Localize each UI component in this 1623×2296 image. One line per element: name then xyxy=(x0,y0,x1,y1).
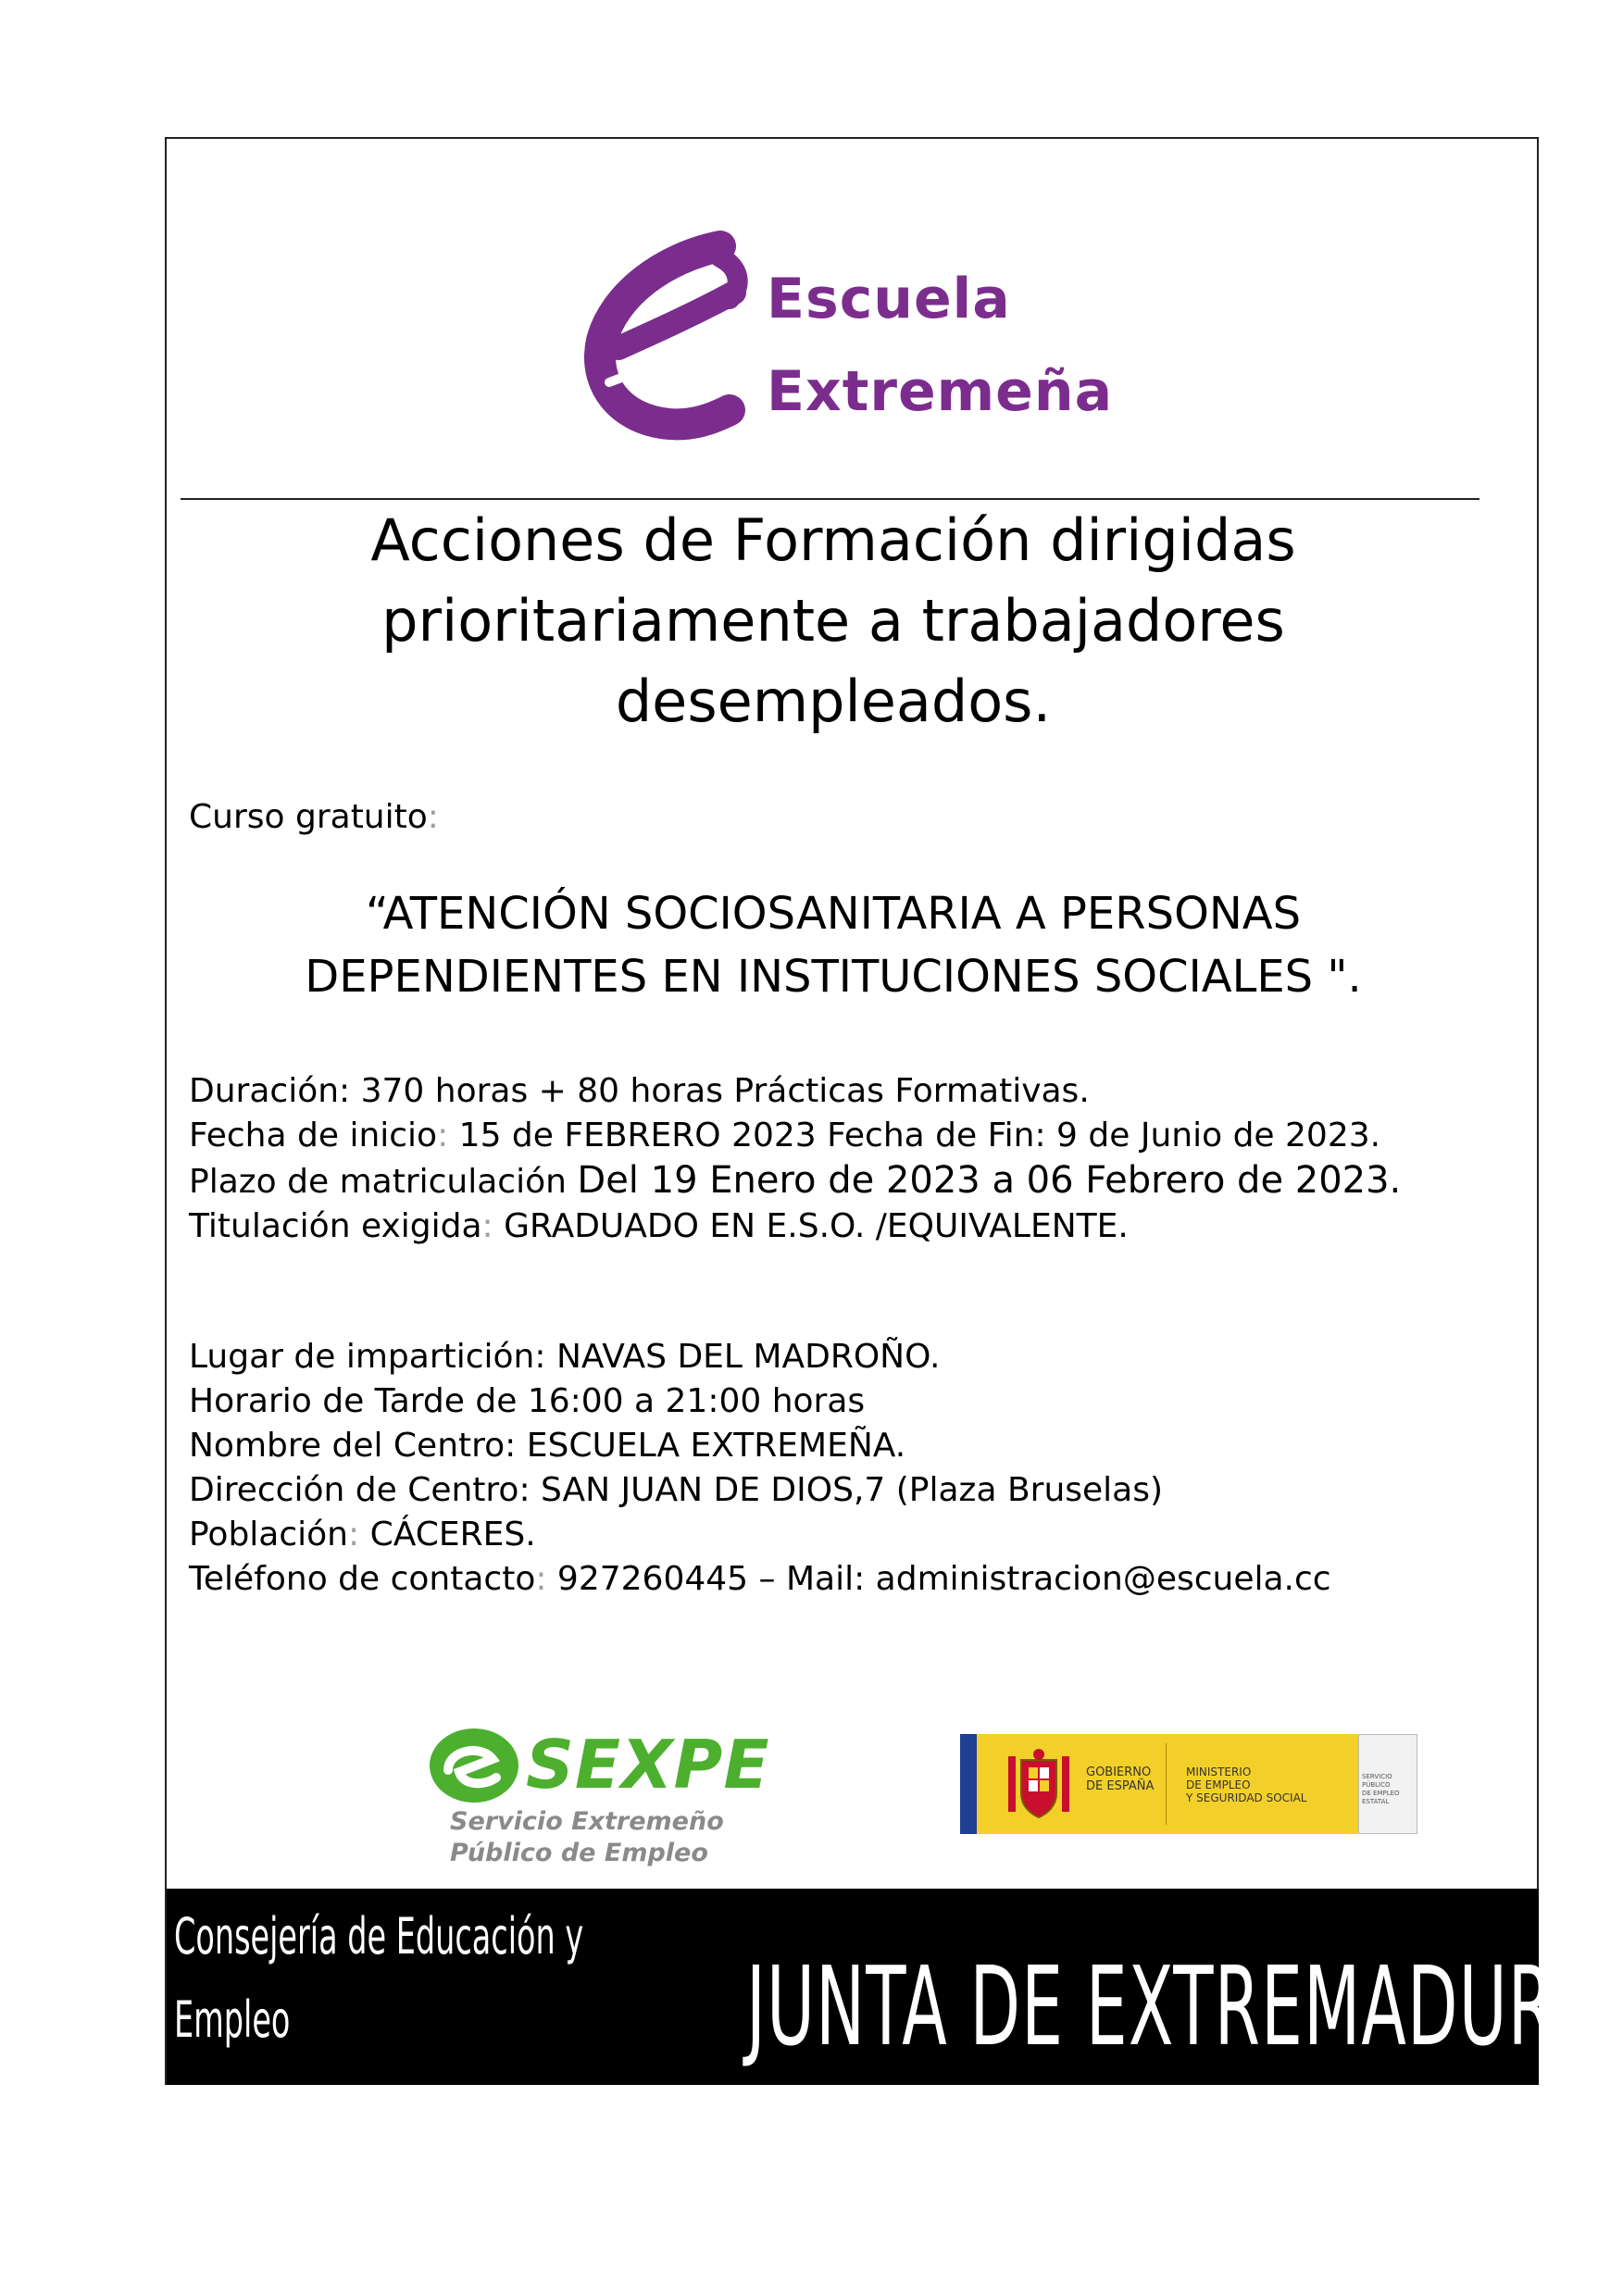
logo-text-escuela: Escuela xyxy=(767,267,1011,331)
gobierno-espana-logo xyxy=(960,1734,1417,1834)
servicio-text: SERVICIO PÚBLICO DE EMPLEO ESTATAL xyxy=(1362,1773,1400,1805)
town-text: Población: CÁCERES. xyxy=(189,1516,536,1554)
course-details xyxy=(189,1069,1401,1249)
eu-flag-strip xyxy=(960,1734,977,1834)
escuela-extremena-logo xyxy=(581,230,1114,443)
course-title xyxy=(185,882,1481,1008)
ministerio-text: MINISTERIO DE EMPLEO Y SEGURIDAD SOCIAL xyxy=(1186,1766,1307,1804)
duration-text: Duración: 370 horas + 80 horas Prácticas Formativas. xyxy=(189,1072,1090,1110)
junta-extremadura-text: JUNTA DE EXTREMADURA xyxy=(746,1942,1598,2070)
logo-text-extremena: Extremeña xyxy=(767,359,1114,424)
gov-divider xyxy=(1166,1743,1167,1825)
sexpe-name: SEXPE xyxy=(526,1726,770,1803)
location-details xyxy=(189,1335,1331,1602)
contact-text: Teléfono de contacto: 927260445 – Mail: administracion@escuela.cc xyxy=(189,1560,1331,1598)
requirement-text: Titulación exigida: GRADUADO EN E.S.O. /EQUIVALENTE. xyxy=(189,1207,1129,1245)
gobierno-text: GOBIERNO DE ESPAÑA xyxy=(1086,1766,1155,1793)
title-line: desempleados. xyxy=(615,668,1052,735)
escuela-e-icon xyxy=(581,230,767,443)
consejeria-text: Consejería de Educación y xyxy=(174,1907,584,1965)
address-text: Dirección de Centro: SAN JUAN DE DIOS,7 (Plaza Bruselas) xyxy=(189,1471,1164,1509)
center-text: Nombre del Centro: ESCUELA EXTREMEÑA. xyxy=(189,1427,906,1465)
sexpe-subtitle: Servicio Extremeño xyxy=(450,1807,724,1836)
page-title xyxy=(185,500,1481,742)
sexpe-e-icon xyxy=(426,1724,522,1807)
sexpe-logo xyxy=(426,1724,770,1890)
course-title-line: DEPENDIENTES EN INSTITUCIONES SOCIALES ". xyxy=(305,951,1362,1003)
title-line: prioritariamente a trabajadores xyxy=(381,587,1285,655)
schedule-text: Horario de Tarde de 16:00 a 21:00 horas xyxy=(189,1382,866,1420)
dates-text: Fecha de inicio: 15 de FEBRERO 2023 Fecha de Fin: 9 de Junio de 2023. xyxy=(189,1117,1381,1154)
enrollment-text: Plazo de matriculación Del 19 Enero de 2023 a 06 Febrero de 2023. xyxy=(189,1159,1402,1202)
coat-of-arms-icon xyxy=(1005,1747,1073,1821)
sexpe-subtitle: Público de Empleo xyxy=(450,1839,708,1867)
course-title-line: “ATENCIÓN SOCIOSANITARIA A PERSONAS xyxy=(365,888,1302,940)
consejeria-text: Empleo xyxy=(174,1990,291,2049)
place-text: Lugar de impartición: NAVAS DEL MADROÑO. xyxy=(189,1338,941,1376)
title-line: Acciones de Formación dirigidas xyxy=(370,506,1296,574)
free-course-label: Curso gratuito: xyxy=(189,798,439,836)
footer-banner xyxy=(167,1889,1598,2085)
